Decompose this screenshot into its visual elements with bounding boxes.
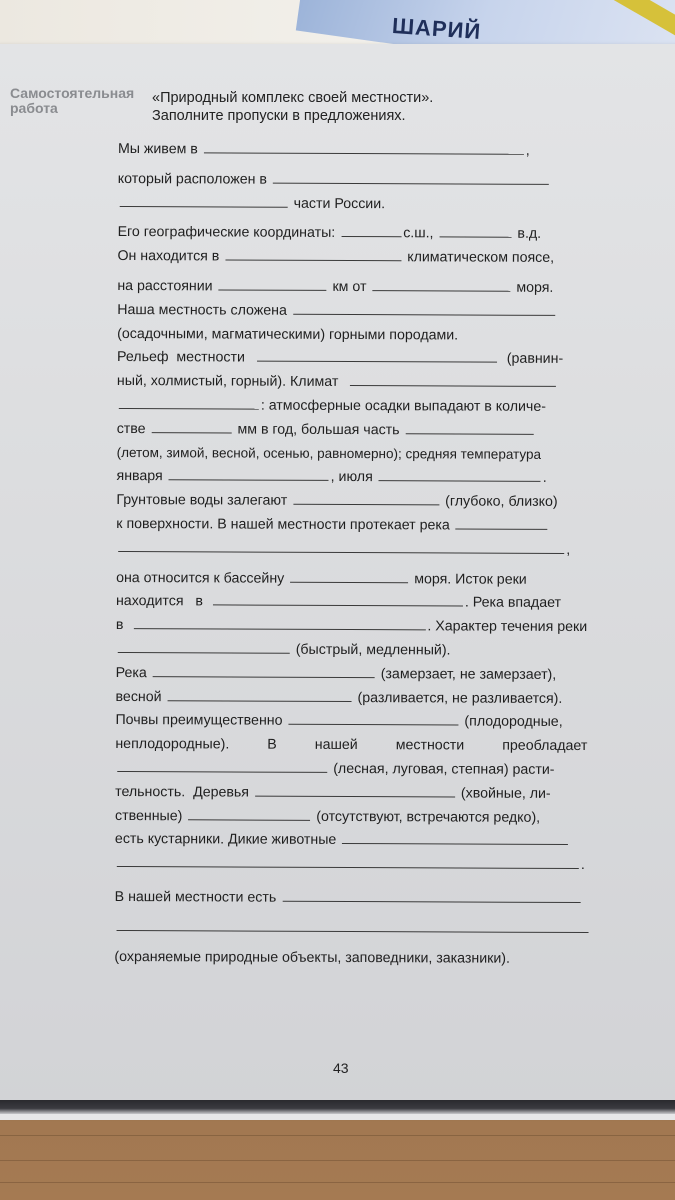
sentence-line [116, 514, 588, 540]
answer-blank[interactable] [188, 806, 310, 821]
atlas-cover-title: ШАРИЙ [391, 12, 483, 45]
sentence-line [116, 490, 588, 516]
text: весной [115, 688, 162, 705]
sentence-line [117, 371, 589, 397]
text: (плодородные, [464, 713, 563, 731]
text: в [115, 617, 124, 634]
text: климатическом поясе, [407, 249, 555, 267]
sentence-line [116, 615, 588, 641]
answer-blank[interactable] [168, 687, 352, 702]
text: есть кустарники. Дикие животные [114, 831, 337, 849]
sentence-line [118, 193, 590, 219]
sentence-line [115, 917, 587, 943]
text: в.д. [517, 226, 542, 243]
section-side-label: Самостоятельная работа [10, 85, 135, 116]
answer-blank[interactable] [456, 515, 548, 529]
sentence-line [116, 568, 588, 594]
sentence-line [115, 710, 587, 736]
answer-blank[interactable] [255, 782, 455, 797]
sentence-line [118, 139, 590, 165]
text: находится [115, 593, 184, 610]
text: км от [332, 278, 367, 296]
text: (летом, зимой, весной, осенью, равномерно); средняя температура [116, 444, 542, 462]
sentence-line [117, 324, 589, 350]
assignment-title: «Природный комплекс своей местности». [152, 90, 434, 106]
answer-blank[interactable] [119, 395, 259, 410]
text: (быстрый, медленный). [295, 641, 451, 659]
text: моря. Исток реки [414, 570, 527, 588]
text: с.ш., [403, 225, 434, 242]
text: (разливается, не разливается). [357, 689, 563, 707]
answer-blank[interactable] [120, 193, 288, 208]
text: (хвойные, ли- [460, 785, 551, 802]
answer-blank[interactable] [204, 139, 524, 154]
text: который расположен в [117, 170, 268, 188]
assignment-header [152, 89, 632, 125]
sentence-line [114, 946, 586, 972]
text: . [542, 470, 547, 487]
assignment-instruction: Заполните пропуски в предложениях. [152, 108, 406, 124]
text: ственные) [115, 807, 183, 824]
text: (охраняемые природные объекты, заповедники, заказники). [114, 948, 511, 967]
answer-blank[interactable] [257, 348, 497, 363]
text: Рельеф [117, 349, 169, 366]
text: Он находится в [117, 248, 220, 265]
sentence-line [117, 300, 589, 326]
answer-blank[interactable] [439, 224, 511, 238]
answer-blank[interactable] [133, 615, 425, 630]
text: (равнин- [506, 351, 564, 368]
text: (лесная, луговая, степная) расти- [333, 760, 555, 778]
text: тельность. [115, 783, 186, 801]
text: местности [395, 737, 465, 754]
answer-blank[interactable] [153, 663, 375, 678]
text: , [525, 142, 530, 159]
sentence-line [115, 782, 587, 808]
answer-blank[interactable] [282, 888, 580, 903]
answer-blank[interactable] [293, 491, 439, 506]
sentence-line [115, 887, 587, 913]
sentence-line [116, 591, 588, 617]
text: : атмосферные осадки выпадают в количе- [260, 397, 546, 415]
text: , [566, 541, 571, 558]
answer-blank[interactable] [117, 758, 327, 773]
text: (осадочными, магматическими) горными породами. [117, 325, 459, 344]
text: . Характер течения реки [427, 618, 588, 636]
text: нашей [314, 736, 358, 754]
text: Река [115, 664, 147, 681]
sentence-line [115, 806, 587, 832]
answer-blank[interactable] [288, 711, 458, 726]
answer-blank[interactable] [213, 592, 463, 607]
desk-grain [0, 1182, 675, 1183]
text: местности [176, 349, 245, 366]
sentence-line [115, 734, 587, 760]
desk-grain [0, 1160, 675, 1161]
page-edge [0, 1100, 675, 1114]
sentence-line [115, 853, 587, 879]
sentence-line [116, 639, 588, 665]
desk-grain [0, 1135, 675, 1136]
sentence-line [116, 466, 588, 492]
answer-blank[interactable] [379, 468, 541, 483]
sentence-line [116, 687, 588, 713]
text: . Река впадает [464, 594, 562, 612]
text: Деревья [193, 784, 250, 801]
text: января [116, 468, 163, 485]
text: Грунтовые воды залегают [116, 492, 288, 509]
text: на расстоянии [117, 277, 213, 295]
text: , июля [330, 469, 373, 486]
text: к поверхности. В нашей местности протекает река [116, 515, 450, 534]
text: она относится к бассейну [116, 569, 285, 587]
text: Его географические координаты: [117, 224, 336, 242]
answer-blank[interactable] [290, 568, 408, 583]
answer-blank[interactable] [273, 169, 549, 184]
text: (отсутствуют, встречаются редко), [316, 808, 541, 826]
text: . [580, 857, 585, 874]
sentence-line [117, 276, 589, 302]
page-edge-light [0, 1114, 675, 1120]
text: преобладает [502, 737, 588, 755]
answer-blank[interactable] [118, 639, 290, 654]
text: стве [116, 420, 146, 437]
sentence-line [117, 443, 589, 469]
worksheet [114, 139, 590, 972]
text: в [195, 593, 203, 610]
sentence-line [117, 347, 589, 373]
page-number: 43 [333, 1060, 349, 1076]
sentence-line [118, 222, 590, 248]
answer-blank[interactable] [293, 301, 555, 316]
sentence-line [116, 663, 588, 689]
answer-blank[interactable] [341, 223, 401, 237]
text: неплодородные). [115, 736, 230, 753]
answer-blank[interactable] [225, 247, 401, 262]
answer-blank[interactable] [406, 420, 534, 435]
answer-blank[interactable] [152, 419, 232, 433]
text: В [267, 736, 277, 753]
answer-blank[interactable] [342, 830, 568, 845]
answer-blank[interactable] [117, 917, 589, 933]
sentence-line [116, 538, 588, 564]
text: Мы живем в [117, 140, 198, 158]
text: ный, холмистый, горный). Климат [116, 373, 339, 391]
answer-blank[interactable] [350, 372, 556, 387]
text: Наша местность сложена [117, 301, 287, 319]
text: части России. [293, 195, 386, 212]
sentence-line [118, 169, 590, 195]
sentence-line [117, 419, 589, 445]
answer-blank[interactable] [219, 276, 327, 290]
sentence-line [115, 758, 587, 784]
answer-blank[interactable] [118, 538, 564, 554]
text: В нашей местности есть [114, 888, 277, 906]
text: мм в год, большая часть [237, 421, 400, 438]
answer-blank[interactable] [372, 277, 510, 292]
sentence-line [117, 246, 589, 272]
answer-blank[interactable] [117, 853, 579, 869]
sentence-line [115, 829, 587, 855]
text: (замерзает, не замерзает), [380, 665, 557, 683]
text: моря. [516, 279, 554, 296]
answer-blank[interactable] [169, 467, 329, 482]
text: (глубоко, близко) [445, 493, 558, 511]
text: Почвы преимущественно [115, 712, 283, 730]
sentence-line [117, 395, 589, 421]
